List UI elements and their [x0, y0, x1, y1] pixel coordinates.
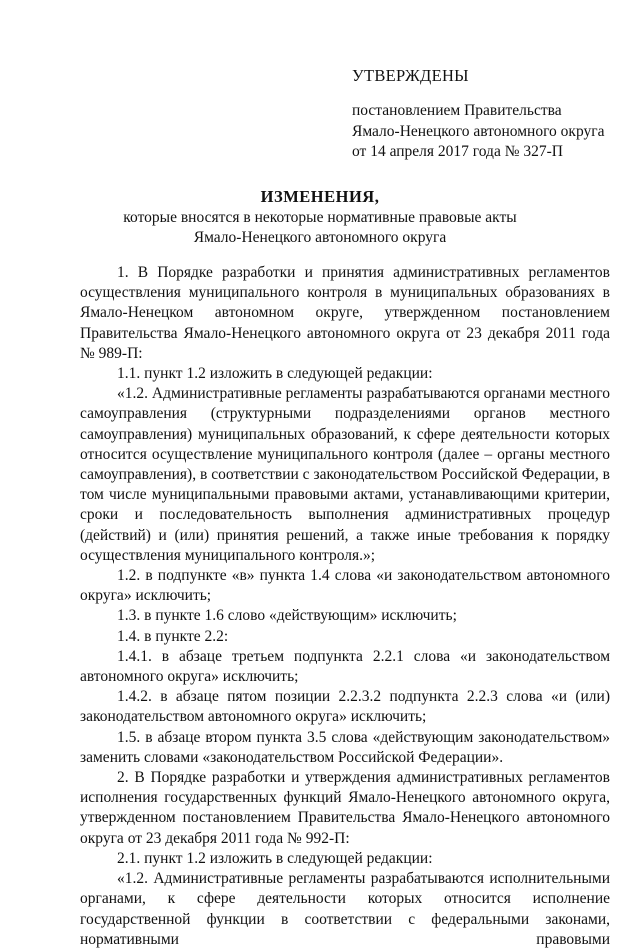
paragraph-1-4-1: 1.4.1. в абзаце третьем подпункта 2.2.1 слова «и законодательством автономного округа» исключить; — [80, 647, 610, 686]
approval-line: Ямало-Ненецкого автономного округа — [352, 122, 605, 140]
subtitle-line: которые вносятся в некоторые нормативные правовые акты — [123, 209, 517, 226]
paragraph-1-3: 1.3. в пункте 1.6 слово «действующим» исключить; — [117, 607, 457, 625]
approval-title: УТВЕРЖДЕНЫ — [352, 66, 469, 85]
approval-block — [352, 101, 622, 163]
paragraph-1-1: 1.1. пункт 1.2 изложить в следующей редакции: — [117, 365, 433, 383]
document-subtitle — [0, 208, 640, 248]
paragraph-1-5: 1.5. в абзаце втором пункта 3.5 слова «действующим законодательством» заменить словами «законодательством Российской Федерации». — [80, 728, 610, 766]
paragraph-2-1: 2.1. пункт 1.2 изложить в следующей редакции: — [117, 849, 433, 867]
paragraph-1-4: 1.4. в пункте 2.2: — [117, 627, 229, 645]
document-title: ИЗМЕНЕНИЯ, — [260, 187, 380, 206]
paragraph-1: 1. В Порядке разработки и принятия административных регламентов осуществления муниципального контроля в муниципальных образованиях в Ямало-Ненецком автономном округе, утвержденном постановлением Правительства Ямало-Ненецкого автономного округа от 23 декабря 2011 года № 989-П: — [80, 264, 610, 362]
document-body — [80, 263, 610, 950]
subtitle-line: Ямало-Ненецкого автономного округа — [193, 229, 447, 246]
approval-line: постановлением Правительства — [352, 102, 562, 119]
approval-line: от 14 апреля 2017 года № 327-П — [352, 143, 563, 160]
paragraph-2: 2. В Порядке разработки и утверждения административных регламентов исполнения государственных функций Ямало-Ненецкого автономного округа, утвержденном постановлением Правительства Ямало-Ненецкого автономного округа от 23 декабря 2011 года № 992-П: — [80, 769, 610, 847]
paragraph-1-1-quote: «1.2. Административные регламенты разрабатываются органами местного самоуправления (структурными подразделениями органов местного самоуправления) муниципальных образований, к сфере деятельности которых относится осуществление муниципального контроля (далее – органы местного самоуправления), в соответствии с законодательством Российской Федерации, в том числе муниципальными правовыми актами, устанавливающими критерии, сроки и последовательность выполнения административных процедур (действий) и (или) принятия решений, а также иные требования к порядку осуществления муниципального контроля.»; — [80, 385, 610, 564]
paragraph-1-4-2: 1.4.2. в абзаце пятом позиции 2.2.3.2 подпункта 2.2.3 слова «и (или) законодательством автономного округа» исключить; — [80, 688, 610, 726]
paragraph-1-2: 1.2. в подпункте «в» пункта 1.4 слова «и законодательством автономного округа» исключить; — [80, 567, 610, 605]
paragraph-2-1-quote: «1.2. Административные регламенты разрабатываются исполнительными органами, к сфере деятельности которых относится исполнение государственной функции в соответствии с федеральными законами, нормативными правовыми — [80, 870, 610, 948]
